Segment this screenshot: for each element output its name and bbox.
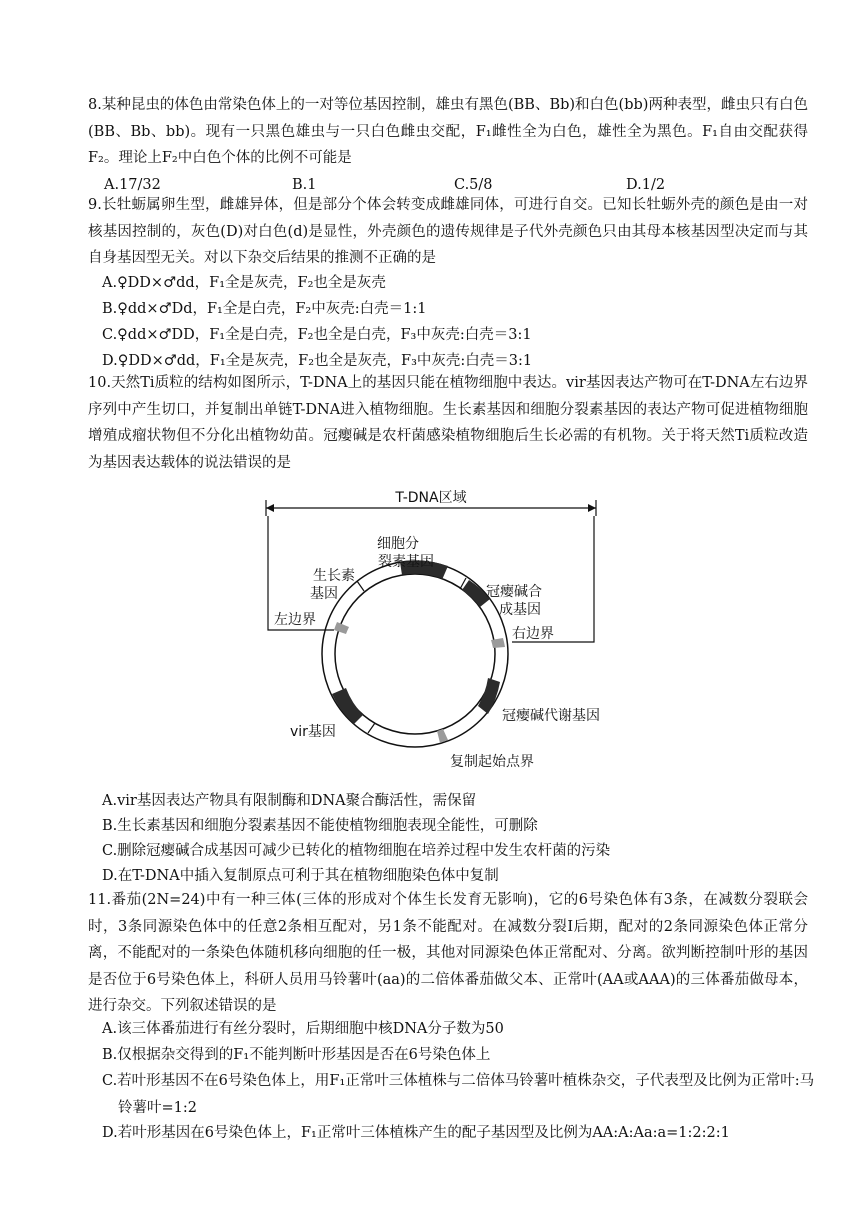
q9-option-a: A.♀DD×♂dd，F₁全是灰壳，F₂也全是灰壳 xyxy=(102,275,386,291)
q9-option-b: B.♀dd×♂Dd，F₁全是白壳，F₂中灰壳:白壳＝1:1 xyxy=(102,301,427,317)
segment-divider-2 xyxy=(368,723,375,733)
q8-option-c: C.5/8 xyxy=(454,177,493,193)
q9-option-d: D.♀DD×♂dd，F₁全是灰壳，F₂也全是灰壳，F₃中灰壳:白壳＝3:1 xyxy=(102,353,533,369)
ori-label: 复制起始点界 xyxy=(450,754,534,770)
cytokinin-label-2: 裂素基因 xyxy=(378,554,434,570)
opine-synthesis-label-1: 冠瘿碱合 xyxy=(486,584,542,600)
question-10-stem: 10.天然Ti质粒的结构如图所示，T-DNA上的基因只能在植物细胞中表达。vir基因表达产物可在T-DNA左右边界序列中产生切口，并复制出单链T-DNA进入植物细胞。生长素基因和细胞分裂素基因的表达产物可促进植物细胞增殖成瘤状物但不分化出植物幼苗。冠瘿碱是农杆菌感染植物细胞后生长必需的有机物。关于将天然Ti质粒改造为基因表达载体的说法错误的是 xyxy=(88,375,808,471)
opine-catabolism-label: 冠瘿碱代谢基因 xyxy=(502,708,600,724)
arrow-right-head xyxy=(588,504,596,512)
vir-gene-label: vir基因 xyxy=(290,724,336,740)
auxin-label-2: 基因 xyxy=(310,586,338,602)
question-9-stem: 9.长牡蛎属卵生型，雌雄异体，但是部分个体会转变成雌雄同体，可进行自交。已知长牡蛎外壳的颜色是由一对核基因控制的，灰色(D)对白色(d)是显性，外壳颜色的遗传规律是子代外壳颜色只由其母本核基因型决定而与其自身基因型无关。对以下杂交后结果的推测不正确的是 xyxy=(88,197,808,266)
left-border-label: 左边界 xyxy=(274,612,316,628)
q10-option-a: A.vir基因表达产物具有限制酶和DNA聚合酶活性，需保留 xyxy=(102,793,477,809)
auxin-label-1: 生长素 xyxy=(313,568,355,584)
q11-option-a: A.该三体番茄进行有丝分裂时，后期细胞中核DNA分子数为50 xyxy=(102,1021,504,1037)
right-border-frame xyxy=(512,516,594,642)
q11-option-c: C.若叶形基因不在6号染色体上，用F₁正常叶三体植株与二倍体马铃薯叶植株杂交，子代表型及比例为正常叶:马铃薯叶=1:2 xyxy=(102,1073,815,1116)
auxin-gene-divider xyxy=(357,581,364,591)
q8-option-d: D.1/2 xyxy=(626,177,666,193)
tdna-region-label: T-DNA区域 xyxy=(395,490,467,506)
q10-option-b: B.生长素基因和细胞分裂素基因不能使植物细胞表现全能性，可删除 xyxy=(102,818,538,834)
cytokinin-label-1: 细胞分 xyxy=(377,536,419,552)
q11-option-b: B.仅根据杂交得到的F₁不能判断叶形基因是否在6号染色体上 xyxy=(102,1047,491,1063)
q10-option-c: C.删除冠瘿碱合成基因可减少已转化的植物细胞在培养过程中发生农杆菌的污染 xyxy=(102,843,611,859)
question-8-stem: 8.某种昆虫的体色由常染色体上的一对等位基因控制，雄虫有黑色(BB、Bb)和白色(bb)两种表型，雌虫只有白色(BB、Bb、bb)。现有一只黑色雄虫与一只白色雌虫交配，F₁雌性全为白色，雄性全为黑色。F₁自由交配获得F₂。理论上F₂中白色个体的比例不可能是 xyxy=(88,97,808,166)
q8-option-a: A.17/32 xyxy=(104,177,161,193)
q11-option-d: D.若叶形基因在6号染色体上，F₁正常叶三体植株产生的配子基因型及比例为AA:A:Aa:a=1:2:2:1 xyxy=(102,1125,730,1141)
question-11-stem: 11.番茄(2N=24)中有一种三体(三体的形成对个体生长发育无影响)，它的6号染色体有3条，在减数分裂联会时，3条同源染色体中的任意2条相互配对，另1条不能配对。在减数分裂Ⅰ后期，配对的2条同源染色体正常分离，不能配对的一条染色体随机移向细胞的任一极，其他对同源染色体正常配对、分离。欲判断控制叶形的基因是否位于6号染色体上，科研人员用马铃薯叶(aa)的二倍体番茄做父本、正常叶(AA或AAA)的三体番茄做母本，进行杂交。下列叙述错误的是 xyxy=(88,892,808,1014)
plasmid-inner-ring xyxy=(335,574,495,734)
arrow-left-head xyxy=(266,504,274,512)
opine-catabolism-gene-segment xyxy=(478,678,500,714)
opine-synthesis-label-2: 成基因 xyxy=(499,602,541,618)
ti-plasmid-diagram xyxy=(250,482,610,782)
q10-option-d: D.在T-DNA中插入复制原点可利于其在植物细胞染色体中复制 xyxy=(102,868,499,884)
q9-option-c: C.♀dd×♂DD，F₁全是白壳，F₂也全是白壳，F₃中灰壳:白壳＝3:1 xyxy=(102,327,532,343)
q8-option-b: B.1 xyxy=(292,177,317,193)
right-border-label: 右边界 xyxy=(512,626,554,642)
